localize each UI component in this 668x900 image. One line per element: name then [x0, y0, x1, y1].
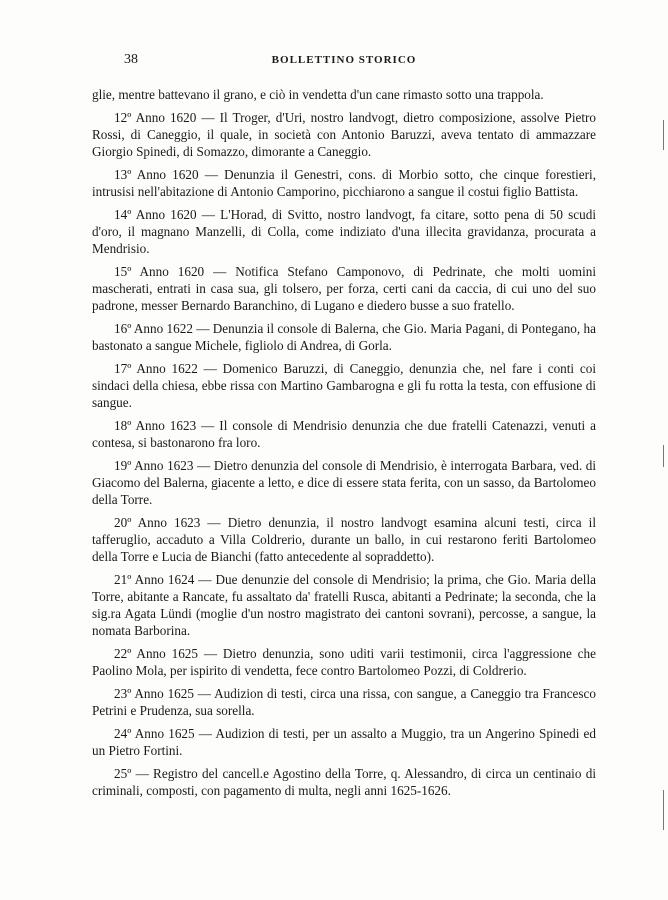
paragraph-entry-23: 23º Anno 1625 — Audizion di testi, circa una rissa, con sangue, a Caneggio tra Francesco Petrini e Prudenza, sua sorella.: [92, 686, 596, 718]
paragraph-entry-25: 25º — Registro del cancell.e Agostino della Torre, q. Alessandro, di circa un centinaio di criminali, composti, con pagamento di multa, negli anni 1625-1626.: [92, 766, 596, 798]
paragraph-entry-12: 12º Anno 1620 — Il Troger, d'Uri, nostro landvogt, dietro composizione, assolve Pietro Rossi, di Caneggio, il quale, in società con Antonio Baruzzi, aveva tentato di ammazzare Giorgio Spinedi, di Somazzo, dimorante a Caneggio.: [92, 110, 596, 159]
margin-scan-mark: [663, 790, 664, 830]
paragraph-entry-22: 22º Anno 1625 — Dietro denunzia, sono uditi varii testimonii, circa l'aggressione che Paolino Mola, per ispirito di vendetta, fece contro Bartolomeo Pozzi, di Coldrerio.: [92, 646, 596, 678]
paragraph-entry-19: 19º Anno 1623 — Dietro denunzia del console di Mendrisio, è interrogata Barbara, ved. di Giacomo del Balerna, giacente a letto, e dice di essere stata ferita, con un sasso, da Bartolomeo della Torre.: [92, 458, 596, 507]
paragraph-entry-20: 20º Anno 1623 — Dietro denunzia, il nostro landvogt esamina alcuni testi, circa il tafferuglio, accaduto a Villa Coldrerio, durante un ballo, in cui restarono feriti Bartolomeo della Torre e Lucia de Bianchi (fatto antecedente al sopraddetto).: [92, 515, 596, 564]
page-number: 38: [124, 52, 138, 67]
page-header: [92, 52, 596, 72]
paragraph-entry-18: 18º Anno 1623 — Il console di Mendrisio denunzia che due fratelli Catenazzi, venuti a contesa, si bastonarono fra loro.: [92, 418, 596, 450]
paragraph-entry-21: 21º Anno 1624 — Due denunzie del console di Mendrisio; la prima, che Gio. Maria della Torre, abitante a Rancate, fu assaltato da' fratelli Rusca, abitanti a Pedrinate; la seconda, che la sig.ra Agata Lündi (moglie d'un nostro magistrato dei cantoni sovrani), percosse, a sangue, la nomata Barborina.: [92, 572, 596, 638]
paragraph-entry-14: 14º Anno 1620 — L'Horad, di Svitto, nostro landvogt, fa citare, sotto pena di 50 scudi d'oro, il magnano Manzelli, di Colla, come indiziato d'una illecita gravidanza, procurata a Mendrisio.: [92, 207, 596, 256]
margin-scan-mark: [663, 120, 664, 150]
document-page: [92, 52, 596, 805]
running-title: BOLLETTINO STORICO: [271, 54, 417, 66]
margin-scan-mark: [663, 445, 664, 467]
paragraph-entry-15: 15º Anno 1620 — Notifica Stefano Camponovo, di Pedrinate, che molti uomini mascherati, entrati in casa sua, gli tolsero, per forza, certi cani da caccia, di cui uno del suo padrone, messer Bernardo Baranchino, di Lugano e diedero busse a suo fratello.: [92, 264, 596, 313]
paragraph-continuation: glie, mentre battevano il grano, e ciò in vendetta d'un cane rimasto sotto una trappola.: [92, 87, 544, 102]
body-text: [92, 86, 596, 799]
paragraph-entry-17: 17º Anno 1622 — Domenico Baruzzi, di Caneggio, denunzia che, nel fare i conti coi sindaci della chiesa, ebbe rissa con Martino Gambarogna e gli fu rotta la testa, con effusione di sangue.: [92, 361, 596, 410]
paragraph-entry-16: 16º Anno 1622 — Denunzia il console di Balerna, che Gio. Maria Pagani, di Pontegano, ha bastonato a sangue Michele, figliolo di Andrea, di Gorla.: [92, 321, 596, 353]
paragraph-entry-13: 13º Anno 1620 — Denunzia il Genestri, cons. di Morbio sotto, che cinque forestieri, intrusisi nell'abitazione di Antonio Camporino, picchiarono a sangue il costui figlio Battista.: [92, 167, 596, 199]
paragraph-entry-24: 24º Anno 1625 — Audizion di testi, per un assalto a Muggio, tra un Angerino Spinedi ed un Pietro Fortini.: [92, 726, 596, 758]
